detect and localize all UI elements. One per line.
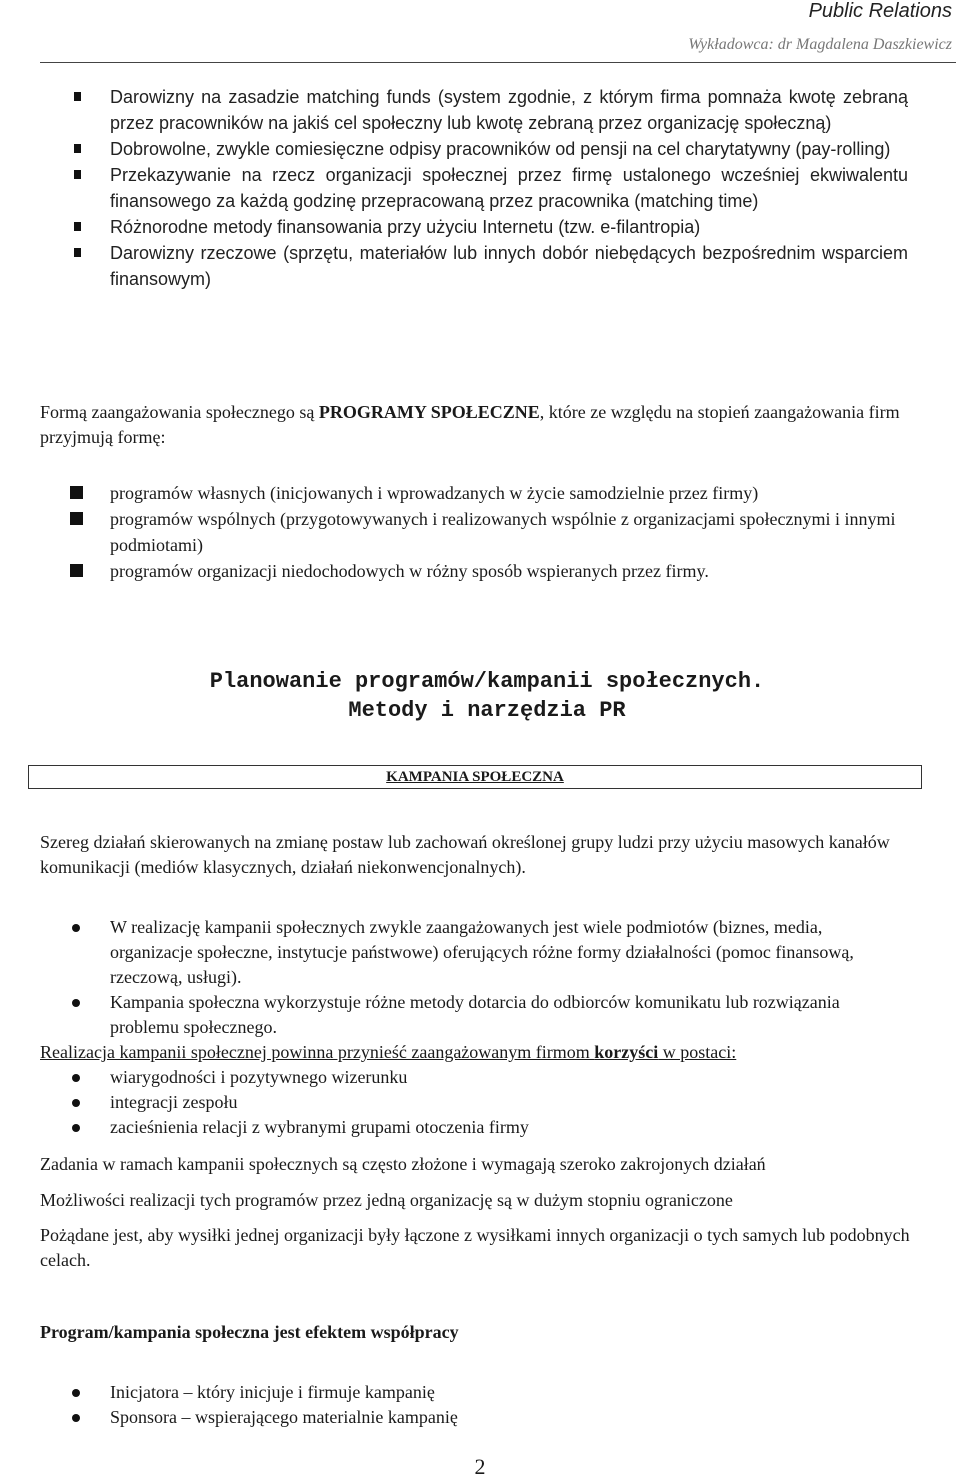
- list-item-text: Darowizny rzeczowe (sprzętu, materiałów lub innych dobór niebędących bezpośrednim wsparciem finansowym): [110, 243, 908, 289]
- campaign-box: KAMPANIA SPOŁECZNA: [28, 765, 922, 789]
- benefits-list: [0, 1065, 960, 1140]
- statement: Możliwości realizacji tych programów przez jedną organizację są w dużym stopniu ograniczone: [40, 1190, 733, 1210]
- dot-bullet-icon: [72, 1414, 80, 1422]
- list-item-text: Inicjatora – który inicjuje i firmuje kampanię: [110, 1382, 435, 1402]
- forms-list: [0, 84, 960, 292]
- list-item-text: Dobrowolne, zwykle comiesięczne odpisy pracowników od pensji na cel charytatywny (pay-rolling): [110, 139, 891, 159]
- benefits-intro: [40, 1040, 910, 1065]
- square-bullet-icon: [74, 144, 81, 153]
- list-item: [0, 1115, 960, 1140]
- list-item-text: programów organizacji niedochodowych w różny sposób wspieranych przez firmy.: [110, 561, 709, 581]
- dot-bullet-icon: [72, 1099, 80, 1107]
- statement: Pożądane jest, aby wysiłki jednej organizacji były łączone z wysiłkami innych organizacji o tych samych lub podobnych celach.: [40, 1225, 910, 1270]
- benefits-intro-bold: korzyści: [594, 1042, 659, 1062]
- list-item: [0, 84, 960, 136]
- list-item-text: zacieśnienia relacji z wybranymi grupami otoczenia firmy: [110, 1117, 529, 1137]
- list-item: [0, 136, 960, 162]
- list-item-text: programów własnych (inicjowanych i wprowadzanych w życie samodzielnie przez firmy): [110, 483, 759, 503]
- program-forms-list: [0, 480, 960, 584]
- list-item-text: W realizację kampanii społecznych zwykle zaangażowanych jest wiele podmiotów (biznes, media, organizacje społeczne, instytucje państwowe) oferujących różne formy działalności (pomoc finansową, rzeczową, usługi).: [110, 917, 854, 987]
- list-item: [0, 990, 960, 1040]
- box-bullet-icon: [70, 564, 83, 577]
- dot-bullet-icon: [72, 1389, 80, 1397]
- list-item-text: integracji zespołu: [110, 1092, 238, 1112]
- section-heading-line2: Metody i narzędzia PR: [348, 698, 626, 723]
- box-bullet-icon: [70, 486, 83, 499]
- page-number: 2: [474, 1454, 486, 1479]
- list-item-text: wiarygodności i pozytywnego wizerunku: [110, 1067, 408, 1087]
- engagement-intro: [40, 400, 910, 450]
- list-item: [0, 1380, 960, 1405]
- section-heading-line1: Planowanie programów/kampanii społecznych.: [209, 669, 765, 694]
- list-item-text: Darowizny na zasadzie matching funds (system zgodnie, z którym firma pomnaża kwotę zebraną przez pracowników na jakiś cel społeczny lub kwotę zebraną przez organizację społeczną): [110, 87, 908, 133]
- document-title: Public Relations: [808, 0, 952, 22]
- intro-text-end: , które ze względu na stopień zaangażowania firm przyjmują formę:: [40, 402, 900, 447]
- list-item: [0, 506, 960, 558]
- dot-bullet-icon: [72, 1124, 80, 1132]
- square-bullet-icon: [74, 170, 81, 179]
- header-rule: [40, 62, 956, 63]
- box-bullet-icon: [70, 512, 83, 525]
- list-item: [0, 1065, 960, 1090]
- list-item-text: Sponsora – wspierającego materialnie kampanię: [110, 1407, 458, 1427]
- section-heading: [80, 667, 894, 725]
- benefits-intro-text: Realizacja kampanii społecznej powinna przynieść zaangażowanym firmom: [40, 1042, 595, 1062]
- list-item-text: Kampania społeczna wykorzystuje różne metody dotarcia do odbiorców komunikatu lub rozwiązania problemu społecznego.: [110, 992, 840, 1037]
- campaign-points-list: [0, 915, 960, 1040]
- dot-bullet-icon: [72, 924, 80, 932]
- dot-bullet-icon: [72, 999, 80, 1007]
- list-item: [0, 240, 960, 292]
- list-item: [0, 915, 960, 990]
- roles-list: [0, 1380, 960, 1430]
- list-item: [0, 162, 960, 214]
- benefits-intro-end: w postaci:: [658, 1042, 737, 1062]
- campaign-definition: Szereg działań skierowanych na zmianę postaw lub zachowań określonej grupy ludzi przy użyciu masowych kanałów komunikacji (mediów klasycznych, działań niekonwencjonalnych).: [40, 832, 890, 877]
- lecturer-name: Wykładowca: dr Magdalena Daszkiewicz: [688, 36, 952, 53]
- list-item: [0, 1405, 960, 1430]
- list-item: [0, 214, 960, 240]
- square-bullet-icon: [74, 222, 81, 231]
- square-bullet-icon: [74, 92, 81, 101]
- intro-bold: PROGRAMY SPOŁECZNE: [318, 402, 540, 422]
- list-item-text: Różnorodne metody finansowania przy użyciu Internetu (tzw. e-filantropia): [110, 217, 701, 237]
- list-item: [0, 480, 960, 506]
- square-bullet-icon: [74, 248, 81, 257]
- list-item: [0, 1090, 960, 1115]
- statement: Zadania w ramach kampanii społecznych są często złożone i wymagają szeroko zakrojonych działań: [40, 1154, 766, 1174]
- list-item-text: programów wspólnych (przygotowywanych i realizowanych wspólnie z organizacjami społecznymi i innymi podmiotami): [110, 509, 896, 555]
- list-item-text: Przekazywanie na rzecz organizacji społecznej przez firmę ustalonego wcześniej ekwiwalentu finansowego za każdą godzinę przepracowaną przez pracownika (matching time): [110, 165, 908, 211]
- intro-text: Formą zaangażowania społecznego są: [40, 402, 319, 422]
- dot-bullet-icon: [72, 1074, 80, 1082]
- cooperation-heading: Program/kampania społeczna jest efektem współpracy: [40, 1322, 459, 1342]
- list-item: [0, 558, 960, 584]
